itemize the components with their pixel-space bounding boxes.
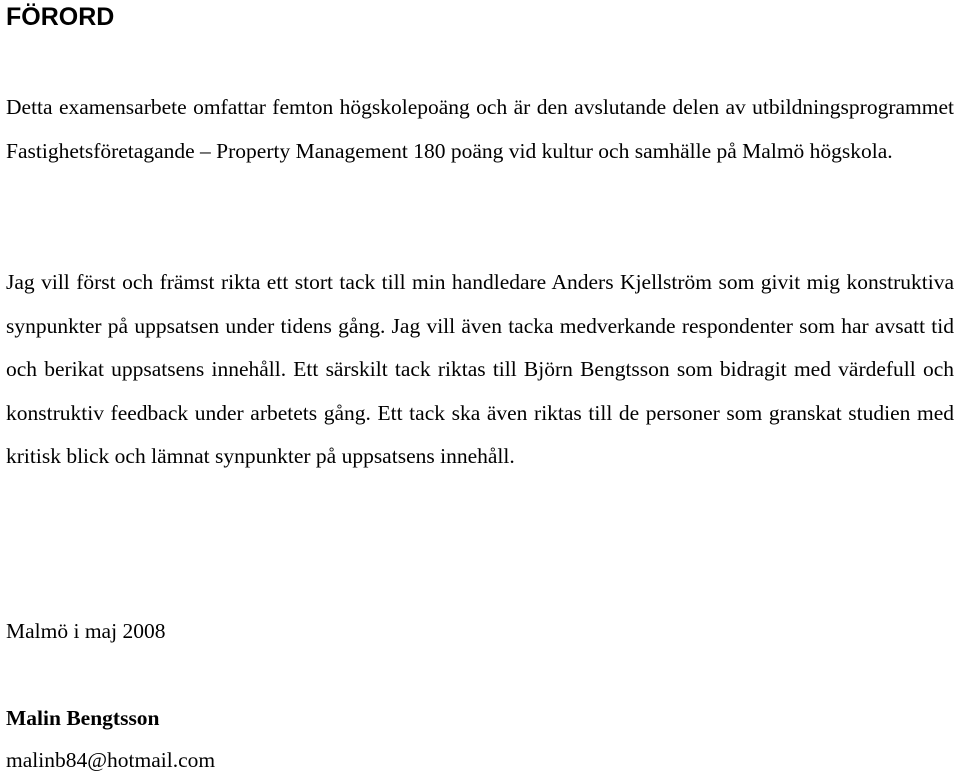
intro-paragraph: Detta examensarbete omfattar femton högskolepoäng och är den avslutande delen av utbildningsprogrammet Fastighetsföretagande – Property Management 180 poäng vid kultur och samhälle på Malmö högskola. (6, 95, 954, 163)
author-email: malinb84@hotmail.com (6, 748, 216, 772)
page-title: FÖRORD (6, 3, 115, 31)
acknowledgement-paragraph: Jag vill först och främst rikta ett stort tack till min handledare Anders Kjellström som givit mig konstruktiva synpunkter på uppsatsen under tidens gång. Jag vill även tacka medverkande respondenter som har avsatt tid och berikat uppsatsens innehåll. Ett särskilt tack riktas till Björn Bengtsson som bidragit med värdefull och konstruktiv feedback under arbetets gång. Ett tack ska även riktas till de personer som granskat studien med kritisk blick och lämnat synpunkter på uppsatsens innehåll. (6, 270, 954, 468)
place-and-date: Malmö i maj 2008 (6, 619, 166, 643)
author-name: Malin Bengtsson (6, 706, 160, 730)
